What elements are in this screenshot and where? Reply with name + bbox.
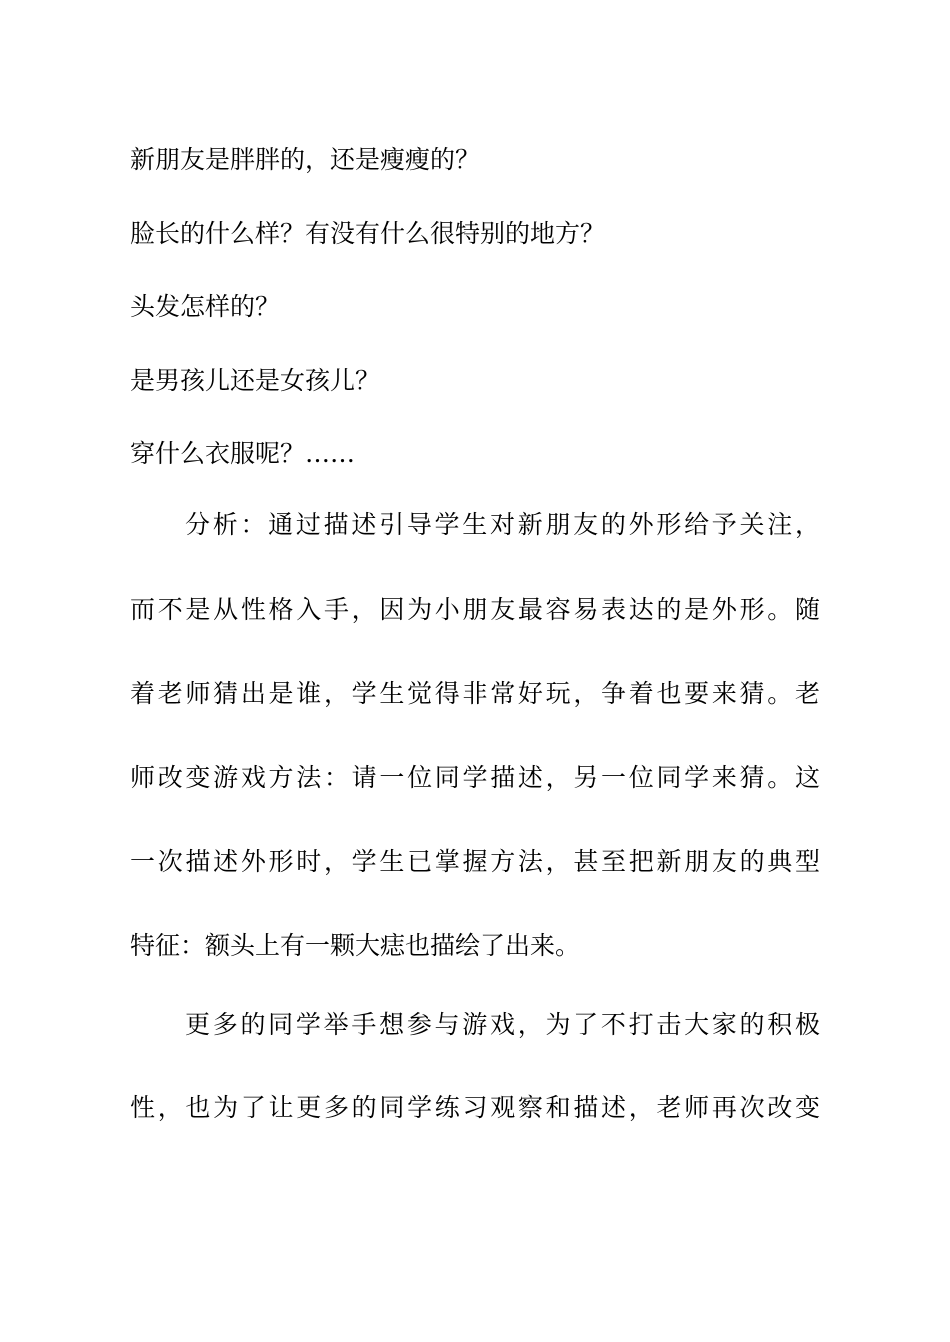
- paragraph-line: 一次描述外形时，学生已掌握方法，甚至把新朋友的典型: [130, 847, 820, 876]
- paragraph-line: 师改变游戏方法：请一位同学描述，另一位同学来猜。这: [130, 763, 820, 792]
- paragraph-line: 着老师猜出是谁，学生觉得非常好玩，争着也要来猜。老: [130, 679, 820, 708]
- question-line: 是男孩儿还是女孩儿？: [130, 366, 381, 395]
- question-line: 头发怎样的？: [130, 292, 281, 321]
- question-line: 穿什么衣服呢？……: [130, 439, 356, 468]
- paragraph-line: 特征：额头上有一颗大痣也描绘了出来。: [130, 931, 581, 960]
- paragraph-line: 分析：通过描述引导学生对新朋友的外形给予关注，: [185, 510, 820, 539]
- paragraph-line: 更多的同学举手想参与游戏，为了不打击大家的积极: [185, 1010, 820, 1039]
- question-line: 新朋友是胖胖的，还是瘦瘦的？: [130, 145, 481, 174]
- paragraph-line: 而不是从性格入手，因为小朋友最容易表达的是外形。随: [130, 595, 820, 624]
- paragraph-line: 性，也为了让更多的同学练习观察和描述，老师再次改变: [130, 1093, 820, 1122]
- question-line: 脸长的什么样？有没有什么很特别的地方？: [130, 219, 606, 248]
